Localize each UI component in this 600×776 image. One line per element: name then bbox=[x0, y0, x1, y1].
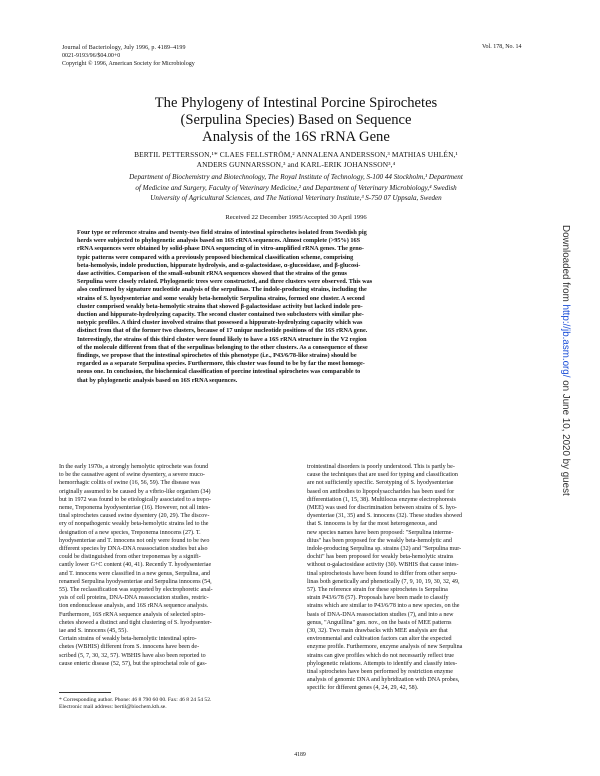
body-line: chetes (WBHIS) different from S. innocens have been de- bbox=[59, 644, 200, 651]
body-line: differentiation (1, 15, 38). Multilocus enzyme electrophoresis bbox=[307, 496, 456, 503]
title-line: (Serpulina Species) Based on Sequence bbox=[180, 112, 412, 128]
body-line: ysis of cell proteins, DNA-DNA reassociation studies, restric- bbox=[59, 595, 209, 602]
affiliation-line: of Medicine and Surgery, Faculty of Veterinary Medicine,² and Department of Veterinary Microbiology,⁴ Swedish bbox=[135, 183, 457, 192]
abstract-line: that by phylogenetic analysis based on 16S rRNA sequences. bbox=[77, 376, 238, 384]
body-line: dysenteriae (31, 35) and S. innocens (32). These studies showed bbox=[307, 513, 463, 520]
body-line: basis of DNA-DNA reassociation studies (7), and into a new bbox=[307, 611, 454, 618]
body-line: scribed (5, 7, 30, 32, 57). WBHIS have also been reported to bbox=[59, 652, 206, 659]
body-line: that S. innocens is by far the most heterogeneous, and bbox=[307, 521, 438, 528]
body-line: (MEE) was used for discrimination between strains of S. hyo- bbox=[307, 505, 457, 512]
abstract-line: regarded as a separate Serpulina species. Furthermore, this cluster was found to be by far the most homoge- bbox=[77, 360, 365, 368]
body-line: hyodysenteriae and T. innocens not only were found to be two bbox=[59, 537, 210, 544]
author-line: ANDERS GUNNARSSON,³ and KARL-ERIK JOHANSSON³,⁴ bbox=[196, 160, 396, 169]
issn-line: 0021-9193/96/$04.00+0 bbox=[62, 53, 121, 59]
body-line: and T. innocens were classified in a new genus, Serpulina, and bbox=[59, 570, 211, 577]
article-title bbox=[60, 95, 532, 146]
body-line: specific for different genes (4, 24, 29, 42, 58). bbox=[307, 685, 419, 692]
download-watermark bbox=[560, 225, 571, 496]
body-line: cause the techniques that are used for typing and classification bbox=[307, 472, 458, 479]
abstract-line: cluster comprised weakly beta-hemolytic strains that showed β-galactosidase activity but lacked indole pro- bbox=[77, 302, 363, 310]
body-line: In the early 1970s, a strongly hemolytic spirochete was found bbox=[59, 464, 209, 470]
body-line: iae and S. innocens (45, 55). bbox=[59, 628, 128, 635]
author-list bbox=[60, 150, 532, 170]
abstract-line: dase activities. Comparison of the small-subunit rRNA sequences showed that the strains of the genus bbox=[77, 270, 347, 278]
body-line: renamed Serpulina hyodysenteriae and Serpulina innocens (54, bbox=[59, 578, 212, 585]
abstract-line: neous one. In conclusion, the biochemical classification of porcine intestinal spirochetes was comparable to bbox=[77, 368, 361, 376]
abstract-line: herds were subjected to phylogenetic analysis based on 16S rRNA sequences. Almost complete (>95%) 16S bbox=[77, 237, 361, 245]
abstract-line: Serpulina were closely related. Phylogenetic trees were constructed, and three clusters were observed. This was bbox=[77, 278, 373, 286]
download-prefix: Downloaded from bbox=[560, 225, 571, 305]
affiliation-line: Department of Biochemistry and Biotechnology, The Royal Institute of Technology, S-100 44 Stockholm,¹ Department bbox=[129, 173, 463, 181]
body-line: trointestinal disorders is poorly understood. This is partly be- bbox=[307, 464, 455, 470]
body-line: chetes showed a distinct and tight clustering of S. hyodysenter- bbox=[59, 619, 212, 626]
body-column-left bbox=[59, 463, 293, 668]
body-line: phylogenetic relations. Attempts to identify and classify intes- bbox=[307, 660, 458, 667]
abstract-line: Interestingly, the strains of this third cluster were found likely to have a 16S rRNA structure in the V2 region bbox=[77, 335, 367, 343]
body-line: based on antibodies to lipopolysaccharides has been used for bbox=[307, 488, 455, 495]
abstract-line: also confirmed by signature nucleotide analysis of the serpulinas. The indole-producing strains, including the bbox=[77, 286, 367, 294]
affiliation-line: University of Agricultural Sciences, and The National Veterinary Institute,³ S-750 07 Uppsala, Sweden bbox=[150, 194, 442, 202]
footnote-divider bbox=[59, 692, 111, 693]
body-line: analysis of genomic DNA and hybridization with DNA probes, bbox=[307, 677, 460, 684]
title-line: The Phylogeny of Intestinal Porcine Spirochetes bbox=[154, 95, 438, 111]
abstract-line: duction and hippurate-hydrolyzing capacity. The second cluster contained two subclusters with similar phe- bbox=[77, 311, 364, 319]
abstract-line: of the molecule different from that of the serpulinas belonging to the other clusters. As a consequence of these bbox=[77, 343, 368, 351]
body-line: (30, 32). Two main drawbacks with MEE analysis are that bbox=[307, 628, 448, 635]
footnote-line: Electronic mail address: bertil@biochem.kth.se. bbox=[59, 704, 167, 711]
abstract-line: strains of S. hyodysenteriae and some weakly beta-hemolytic Serpulina strains, formed one cluster. A second bbox=[77, 294, 365, 302]
body-line: genus, "Anguillina" gen. nov., on the basis of MEE patterns bbox=[307, 619, 452, 626]
affiliations bbox=[60, 172, 532, 204]
volume-issue: Vol. 178, No. 14 bbox=[482, 44, 522, 50]
received-dates: Received 22 December 1995/Accepted 30 April 1996 bbox=[225, 214, 367, 221]
body-line: designation of a new species, Treponema innocens (27). T. bbox=[59, 529, 201, 536]
body-line: are not sufficiently specific. Serotyping of S. hyodysenteriae bbox=[307, 480, 454, 487]
body-line: new species names have been proposed: "Serpulina interme- bbox=[307, 529, 454, 536]
body-line: tinal spirochetes have been performed by restriction enzyme bbox=[307, 669, 453, 676]
abstract-line: findings, we propose that the intestinal spirochetes of this phenotype (i.e., P43/6/78-like strains) should be bbox=[77, 352, 357, 360]
body-line: hemorrhagic colitis of swine (16, 56, 59). The disease was bbox=[59, 480, 200, 487]
body-line: could be distinguished from other treponemas by a signifi- bbox=[59, 554, 201, 561]
page-number: 4189 bbox=[294, 752, 306, 758]
author-line: BERTIL PETTERSSON,¹* CLAES FELLSTRÖM,² ANNALENA ANDERSSON,³ MATHIAS UHLÉN,¹ bbox=[134, 150, 458, 159]
abstract-line: Four type or reference strains and twenty-two field strains of intestinal spirochetes isolated from Swedish pig bbox=[77, 229, 367, 236]
body-line: to be the causative agent of swine dysentery, a severe muco- bbox=[59, 472, 205, 479]
body-line: diius" has been proposed for the weakly beta-hemolytic and bbox=[307, 537, 452, 544]
body-line: environmental and cultivation factors can alter the expected bbox=[307, 636, 452, 643]
body-line: indole-producing Serpulina sp. strains (32) and "Serpulina mur- bbox=[307, 546, 462, 553]
abstract-line: beta-hemolysis, indole production, hippurate hydrolysis, and α-galactosidase, α-glucosidase, and β-glucosi- bbox=[77, 261, 361, 269]
abstract-line: rRNA sequences were obtained by solid-phase DNA sequencing of in vitro-amplified rRNA genes. The geno- bbox=[77, 245, 364, 253]
body-line: strain P43/6/78 (57). Proposals have been made to classify bbox=[307, 595, 449, 602]
body-column-right bbox=[307, 463, 541, 693]
body-line: but in 1972 was found to be etiologically associated to a trepo- bbox=[59, 496, 211, 503]
body-line: neme, Treponema hyodysenteriae (16). However, not all intes- bbox=[59, 505, 211, 512]
body-line: cause enteric disease (52, 57), but the spirochetal role of gas- bbox=[59, 660, 207, 667]
download-suffix: on June 10, 2020 by guest bbox=[560, 377, 571, 496]
footnote-line: * Corresponding author. Phone: 46 8 790 60 00. Fax: 46 8 24 54 52. bbox=[59, 697, 212, 703]
body-line: ery of nonpathogenic weakly beta-hemolytic strains led to the bbox=[59, 521, 209, 528]
body-line: strains which are similar to P43/6/78 into a new species, on the bbox=[307, 603, 460, 610]
journal-link[interactable]: http://jb.asm.org/ bbox=[560, 304, 571, 378]
body-line: without α-galactosidase activity (30). WBHIS that cause intes- bbox=[307, 562, 459, 569]
body-line: strains can give profiles which do not necessarily reflect true bbox=[307, 652, 454, 659]
body-line: originally assumed to be caused by a vibrio-like organism (34) bbox=[59, 488, 211, 495]
body-line: 55). The reclassification was supported by electrophoretic anal- bbox=[59, 587, 213, 594]
body-line: tinal spirochetosis have been found to differ from other serpu- bbox=[307, 570, 458, 577]
body-line: enzyme profile. Furthermore, enzyme analysis of new Serpulina bbox=[307, 644, 463, 651]
body-line: 57). The reference strain for these spirochetes is Serpulina bbox=[307, 587, 448, 594]
body-line: Certain strains of weakly beta-hemolytic intestinal spiro- bbox=[59, 636, 197, 643]
running-header bbox=[62, 44, 195, 68]
body-line: Furthermore, 16S rRNA sequence analysis of selected spiro- bbox=[59, 611, 206, 618]
footnote bbox=[59, 697, 211, 712]
body-line: dochii" has been proposed for weakly beta-hemolytic strains bbox=[307, 554, 454, 561]
body-line: tinal spirochetes caused swine dysentery (20, 29). The discov- bbox=[59, 513, 210, 520]
abstract-line: distinct from that of the former two clusters, because of 17 unique nucleotide positions of the 16S rRNA gene. bbox=[77, 327, 368, 335]
title-line: Analysis of the 16S rRNA Gene bbox=[202, 129, 390, 145]
body-line: cantly lower G+C content (40, 41). Recently T. hyodysenteriae bbox=[59, 562, 212, 569]
journal-citation: Journal of Bacteriology, July 1996, p. 4189–4199 bbox=[62, 45, 186, 51]
body-line: linas both genetically and phenetically (7, 9, 10, 19, 30, 32, 49, bbox=[307, 578, 460, 585]
body-line: tion endonuclease analysis, and 16S rRNA sequence analysis. bbox=[59, 603, 209, 610]
body-line: different species by DNA-DNA reassociation studies but also bbox=[59, 546, 208, 553]
abstract-line: typic patterns were compared with a previously proposed biochemical classification scheme, comprising bbox=[77, 253, 354, 261]
copyright-line: Copyright © 1996, American Society for Microbiology bbox=[62, 61, 195, 67]
abstract bbox=[77, 229, 517, 385]
abstract-line: notypic profiles. A third cluster involved strains that possessed a hippurate-hydrolyzing capacity which was bbox=[77, 319, 363, 327]
